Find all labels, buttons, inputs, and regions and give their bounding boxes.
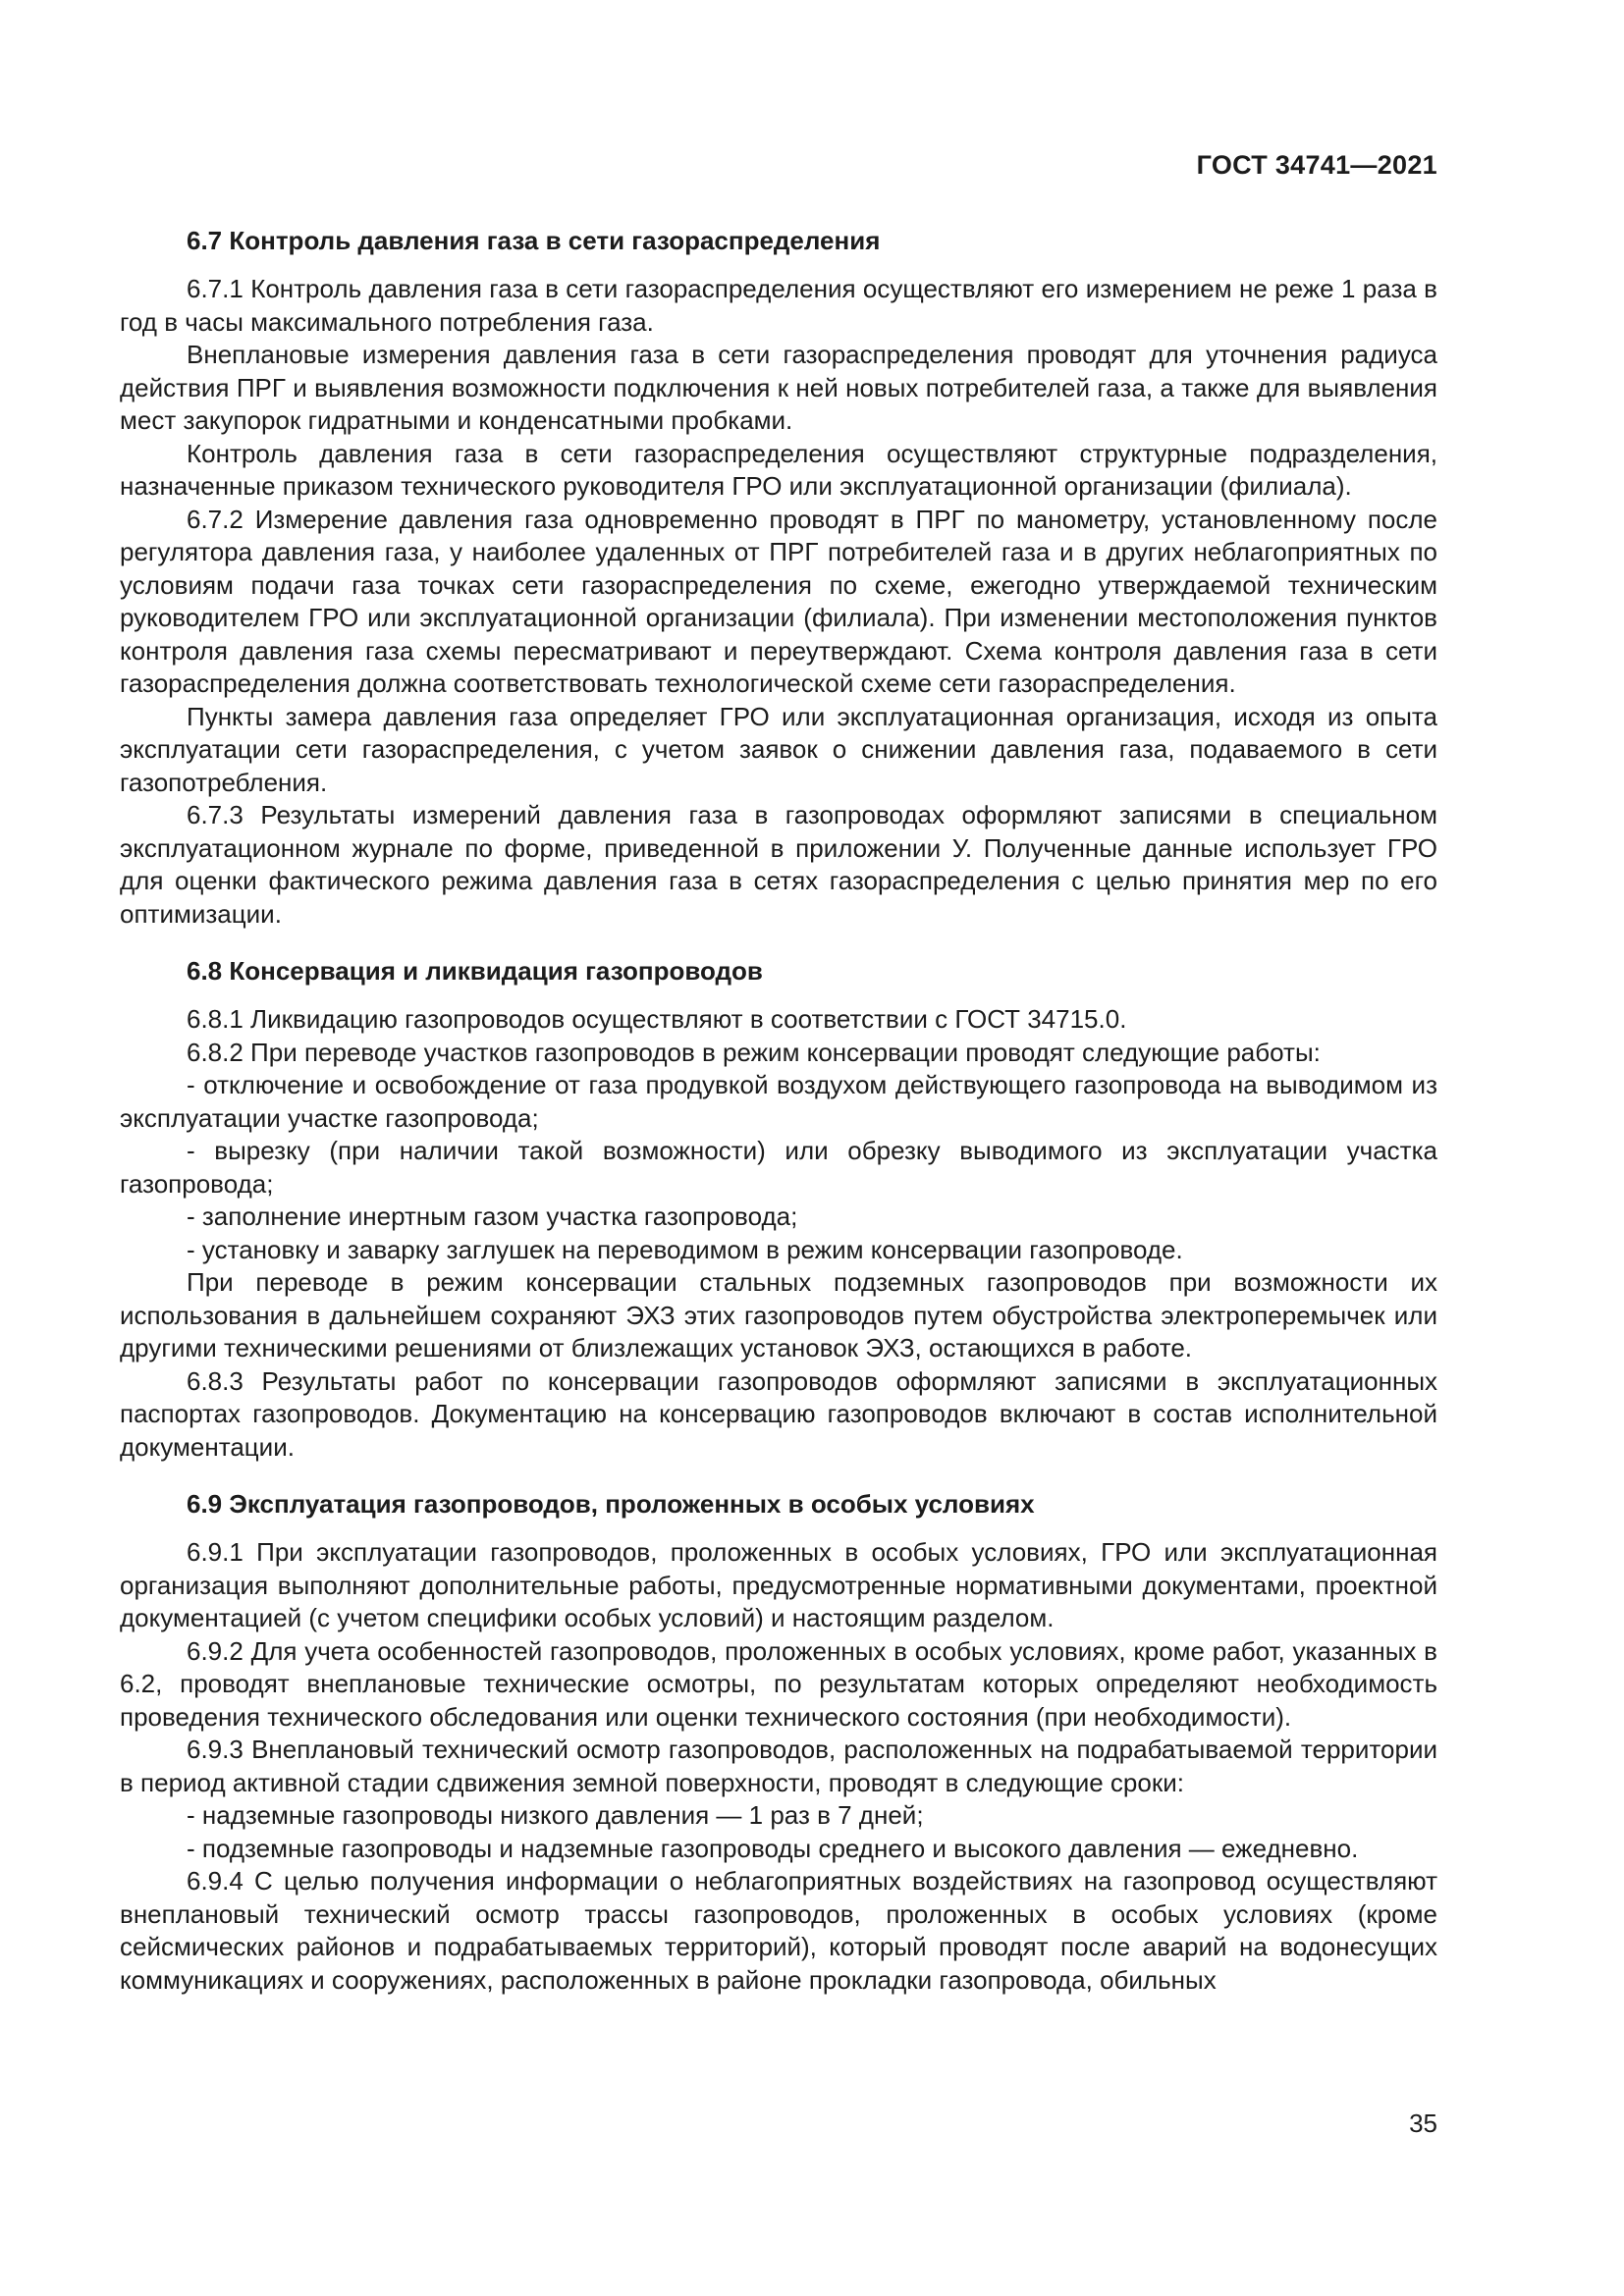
paragraph: 6.8.3 Результаты работ по консервации газопроводов оформляют записями в эксплуатационных паспортах газопроводов. Документацию на консервацию газопроводов включают в состав исполнительной документации.: [120, 1365, 1437, 1462]
list-item: - отключение и освобождение от газа продувкой воздухом действующего газопровода на выводимом из эксплуатации участке газопровода;: [120, 1070, 1437, 1133]
paragraph: При переводе в режим консервации стальных подземных газопроводов при возможности их использования в дальнейшем сохраняют ЭХЗ этих газопроводов путем обустройства электроперемычек или другими техническими решениями от близлежащих установок ЭХЗ, остающихся в работе.: [120, 1267, 1437, 1362]
list-item: - подземные газопроводы и надземные газопроводы среднего и высокого давления — ежедневно.: [187, 1833, 1359, 1863]
paragraph: 6.9.4 С целью получения информации о неблагоприятных воздействиях на газопровод осуществляют внеплановый технический осмотр трассы газопроводов, проложенных в особых условиях (кроме сейсмических районов и подрабатываемых территорий), который проводят после аварий на водонесущих коммуникациях и сооружениях, расположенных в районе прокладки газопровода, обильных: [120, 1866, 1437, 1995]
section-heading: 6.8 Консервация и ликвидация газопроводов: [187, 956, 763, 986]
paragraph: 6.7.2 Измерение давления газа одновременно проводят в ПРГ по манометру, установленному после регулятора давления газа, у наиболее удаленных от ПРГ потребителей газа и в других неблагоприятных по условиям подачи газа точках сети газораспределения по схеме, ежегодно утверждаемой техническим руководителем ГРО или эксплуатационной организации (филиала). При изменении местоположения пунктов контроля давления газа схемы пересматривают и переутверждают. Схема контроля давления газа в сети газораспределения должна соответствовать технологической схеме сети газораспределения.: [120, 504, 1437, 698]
paragraph: Внеплановые измерения давления газа в сети газораспределения проводят для уточнения радиуса действия ПРГ и выявления возможности подключения к ней новых потребителей газа, а также для выявления мест закупорок гидратными и конденсатными пробками.: [120, 340, 1437, 435]
document-body: [120, 224, 1437, 2020]
paragraph: Контроль давления газа в сети газораспределения осуществляют структурные подразделения, назначенные приказом технического руководителя ГРО или эксплуатационной организации (филиала).: [120, 438, 1437, 501]
section-heading: 6.9 Эксплуатация газопроводов, проложенных в особых условиях: [187, 1489, 1035, 1519]
section-heading: 6.7 Контроль давления газа в сети газораспределения: [187, 226, 881, 255]
paragraph: 6.8.1 Ликвидацию газопроводов осуществляют в соответствии с ГОСТ 34715.0.: [187, 1004, 1127, 1034]
paragraph: 6.8.2 При переводе участков газопроводов в режим консервации проводят следующие работы:: [187, 1037, 1321, 1067]
section-6-7: [120, 224, 1437, 931]
paragraph: 6.9.3 Внеплановый технический осмотр газопроводов, расположенных на подрабатываемой территории в период активной стадии сдвижения земной поверхности, проводят в следующие сроки:: [120, 1735, 1437, 1797]
paragraph: 6.9.1 При эксплуатации газопроводов, проложенных в особых условиях, ГРО или эксплуатационная организация выполняют дополнительные работы, предусмотренные нормативными документами, проектной документацией (с учетом специфики особых условий) и настоящим разделом.: [120, 1537, 1437, 1632]
list-item: - установку и заварку заглушек на переводимом в режим консервации газопроводе.: [187, 1234, 1183, 1264]
paragraph: 6.7.3 Результаты измерений давления газа в газопроводах оформляют записями в специальном эксплуатационном журнале по форме, приведенной в приложении У. Полученные данные использует ГРО для оценки фактического режима давления газа в сетях газораспределения с целью принятия мер по его оптимизации.: [120, 800, 1437, 929]
section-6-9: [120, 1487, 1437, 1997]
list-item: - надземные газопроводы низкого давления — 1 раз в 7 дней;: [187, 1800, 924, 1830]
page-number: 35: [1409, 2109, 1437, 2138]
paragraph: Пункты замера давления газа определяет ГРО или эксплуатационная организация, исходя из опыта эксплуатации сети газораспределения, с учетом заявок о снижении давления газа, подаваемого в сети газопотребления.: [120, 701, 1437, 797]
standard-header: ГОСТ 34741—2021: [1196, 150, 1437, 180]
paragraph: 6.7.1 Контроль давления газа в сети газораспределения осуществляют его измерением не реже 1 раза в год в часы максимального потребления газа.: [120, 274, 1437, 337]
paragraph: 6.9.2 Для учета особенностей газопроводов, проложенных в особых условиях, кроме работ, указанных в 6.2, проводят внеплановые технические осмотры, по результатам которых определяют необходимость проведения технического обследования или оценки технического состояния (при необходимости).: [120, 1635, 1437, 1732]
section-6-8: [120, 954, 1437, 1464]
list-item: - заполнение инертным газом участка газопровода;: [187, 1201, 798, 1231]
list-item: - вырезку (при наличии такой возможности) или обрезку выводимого из эксплуатации участка газопровода;: [120, 1136, 1437, 1199]
